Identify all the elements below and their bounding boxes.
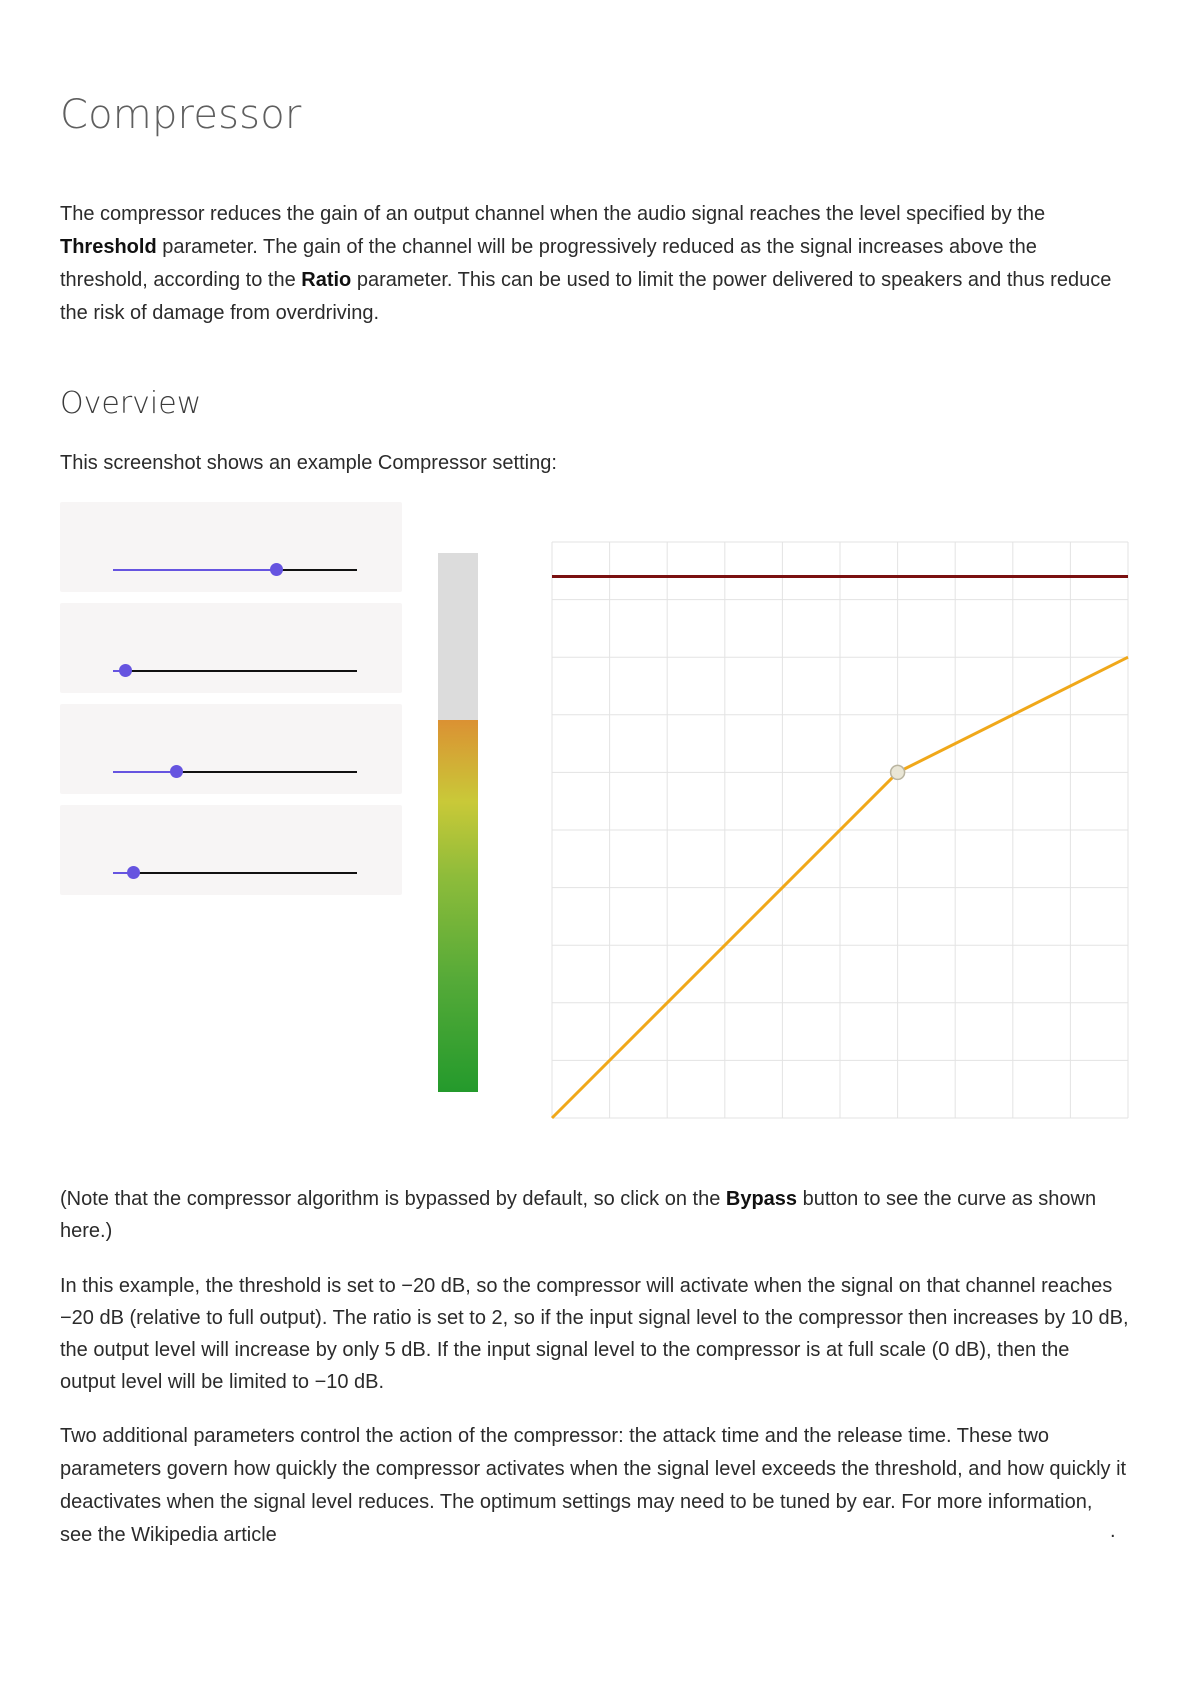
- note-paragraph: [60, 1183, 1130, 1247]
- overview-lead: This screenshot shows an example Compressor setting:: [60, 452, 557, 474]
- intro-paragraph: [60, 198, 1130, 330]
- threshold-point-handle: [891, 765, 905, 779]
- release-slider-thumb[interactable]: [127, 866, 140, 879]
- example-paragraph: In this example, the threshold is set to −20 dB, so the compressor will activate when the signal on that channel reaches −20 dB (relative to full output). The ratio is set to 2, so if the input signal level to the compressor then increases by 10 dB, the output level will increase by only 5 dB. If the input signal level to the compressor is at full scale (0 dB), then the output level will be limited to −10 dB.: [60, 1275, 1129, 1393]
- intro-text-3: parameter. This can be used to limit the power delivered to speakers and thus reduce the risk of damage from overdriving.: [60, 269, 1112, 324]
- intro-text-2: parameter. The gain of the channel will be progressively reduced as the signal increases above the threshold, according to the: [60, 236, 1037, 291]
- ratio-slider-thumb[interactable]: [119, 664, 132, 677]
- release-slider[interactable]: [113, 872, 357, 874]
- params-tail: .: [1110, 1520, 1116, 1542]
- ratio-slider[interactable]: [113, 670, 357, 672]
- attack-card: [60, 704, 402, 794]
- ratio-card: [60, 603, 402, 693]
- threshold-card: [60, 502, 402, 592]
- attack-slider[interactable]: [113, 771, 357, 773]
- note-text-1: (Note that the compressor algorithm is bypassed by default, so click on the: [60, 1188, 726, 1210]
- release-card: [60, 805, 402, 895]
- compressor-graph[interactable]: [550, 540, 1130, 1120]
- bypass-term: Bypass: [725, 1188, 798, 1210]
- note-text-2: button to see the curve as shown here.): [60, 1188, 1097, 1242]
- level-meter-fill: [438, 720, 478, 1092]
- threshold-slider-fill: [113, 569, 276, 571]
- page-title: Compressor: [60, 92, 302, 138]
- threshold-slider[interactable]: [113, 569, 357, 571]
- intro-text-1: The compressor reduces the gain of an output channel when the audio signal reaches the level specified by the: [60, 203, 1046, 225]
- attack-slider-fill: [113, 771, 176, 773]
- attack-slider-thumb[interactable]: [170, 765, 183, 778]
- params-paragraph: Two additional parameters control the action of the compressor: the attack time and the release time. These two parameters govern how quickly the compressor activates when the signal level exceeds the threshold, and how quickly it deactivates when the signal level reduces. The optimum settings may need to be tuned by ear. For more information, see the Wikipedia article: [60, 1425, 1127, 1546]
- overview-heading: Overview: [60, 386, 202, 421]
- threshold-slider-thumb[interactable]: [270, 563, 283, 576]
- threshold-term: Threshold: [60, 236, 157, 258]
- level-meter: [438, 553, 478, 1092]
- ratio-term: Ratio: [301, 269, 352, 291]
